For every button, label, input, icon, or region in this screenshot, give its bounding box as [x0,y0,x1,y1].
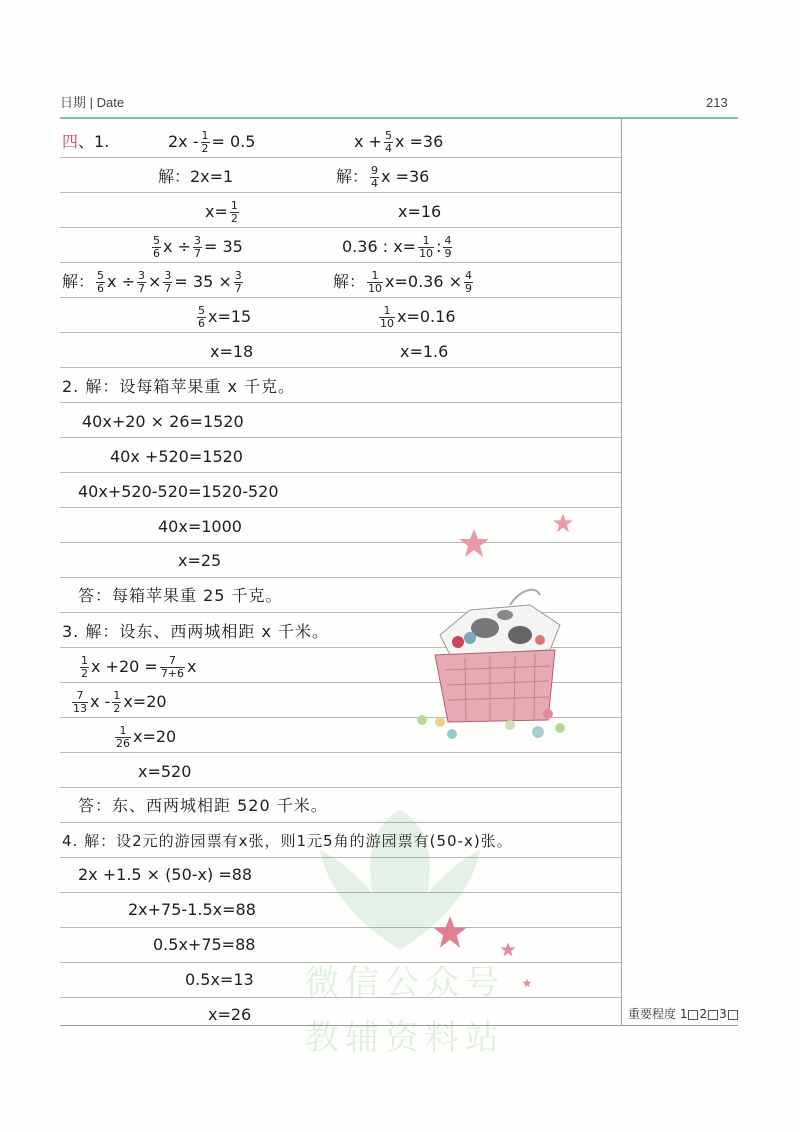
star-icon [432,915,468,949]
ruled-line [60,507,621,508]
watermark-line2: 教辅资料站 [305,1018,505,1058]
star-icon [552,513,574,533]
ruled-line [60,367,621,368]
ruled-line [60,472,621,473]
star-icon [500,942,516,957]
importance-checkbox-3[interactable] [728,1010,738,1020]
equation-1c-step3: x=18 [210,342,254,361]
problem-2-title: 2. 解：设每箱苹果重 x 千克。 [62,377,295,396]
problem-3-title: 3. 解：设东、西两城相距 x 千米。 [62,622,329,641]
ruled-line [60,262,621,263]
equation-1d-step3: x=1.6 [400,342,449,361]
problem-3-answer: 答：东、西两城相距 520 千米。 [78,796,328,815]
importance-checkbox-2[interactable] [708,1010,718,1020]
equation-1b: x + $\frac{5}{4}$ x =36 [354,129,444,155]
problem-3-line2: $\frac{7}{13}$ x - $\frac{1}{2}$ x=20 [73,689,167,715]
problem-2-line3: 40x+520-520=1520-520 [78,482,279,501]
header-rule [60,117,738,119]
importance-checkbox-1[interactable] [688,1010,698,1020]
equation-1d-step2: $\frac{1}{10}$ x=0.16 [380,304,456,330]
problem-4-line1: 2x +1.5 × (50-x) =88 [78,865,253,884]
equation-1b-step2: x=16 [398,202,442,221]
basket-illustration-icon [410,580,570,745]
ruled-line [60,192,621,193]
ruled-line [60,157,621,158]
problem-2-line2: 40x +520=1520 [110,447,243,466]
equation-1d: 0.36 : x= $\frac{1}{10}$ : $\frac{4}{9}$ [342,234,452,260]
ruled-line [60,402,621,403]
watermark-line1: 微信公众号 [305,963,505,1003]
page-number: 213 [706,95,728,110]
ruled-line-right [622,1025,738,1026]
star-icon [458,528,490,558]
equation-1d-step1: 解： $\frac{1}{10}$ x=0.36 × $\frac{4}{9}$ [333,269,473,295]
problem-4-line4: 0.5x=13 [185,970,254,989]
margin-line [621,118,622,1026]
problem-3-line3: $\frac{1}{26}$ x=20 [116,724,177,750]
ruled-line [60,297,621,298]
problem-2-answer: 答：每箱苹果重 25 千克。 [78,586,283,605]
ruled-line [60,542,621,543]
problem-2-line1: 40x+20 × 26=1520 [82,412,244,431]
equation-1c: $\frac{5}{6}$ x ÷ $\frac{3}{7}$ = 35 [153,234,243,260]
ruled-line [60,577,621,578]
equation-1a-step1: 解：2x=1 [158,167,234,186]
leaf-watermark-icon [300,790,500,960]
problem-2-line5: x=25 [178,551,222,570]
section-label: 四、1. [62,132,110,151]
problem-4-line3: 0.5x+75=88 [153,935,256,954]
equation-1a-step2: x= $\frac{1}{2}$ [205,199,238,225]
problem-3-line4: x=520 [138,762,192,781]
ruled-line [60,437,621,438]
equation-1c-step2: $\frac{5}{6}$ x=15 [198,304,252,330]
date-label: 日期 | Date [60,95,125,110]
ruled-line [60,227,621,228]
star-icon [522,978,532,988]
problem-2-line4: 40x=1000 [158,517,242,536]
problem-3-line1: $\frac{1}{2}$ x +20 = $\frac{7}{7+6}$ x [81,654,197,680]
ruled-line [60,787,621,788]
ruled-line [60,752,621,753]
equation-1c-step1: 解： $\frac{5}{6}$ x ÷ $\frac{3}{7}$ × $\frac{3}{7}$ = 35 × $\frac{3}{7}$ [62,269,242,295]
importance-rating: 重要程度 1 2 3 [628,1005,739,1022]
problem-4-line5: x=26 [208,1005,252,1024]
problem-4-title: 4. 解：设2元的游园票有x张，则1元5角的游园票有(50-x)张。 [62,832,513,850]
equation-1a: 2x - $\frac{1}{2}$ = 0.5 [168,129,256,155]
problem-4-line2: 2x+75-1.5x=88 [128,900,256,919]
ruled-line [60,332,621,333]
equation-1b-step1: 解： $\frac{9}{4}$ x =36 [336,164,430,190]
